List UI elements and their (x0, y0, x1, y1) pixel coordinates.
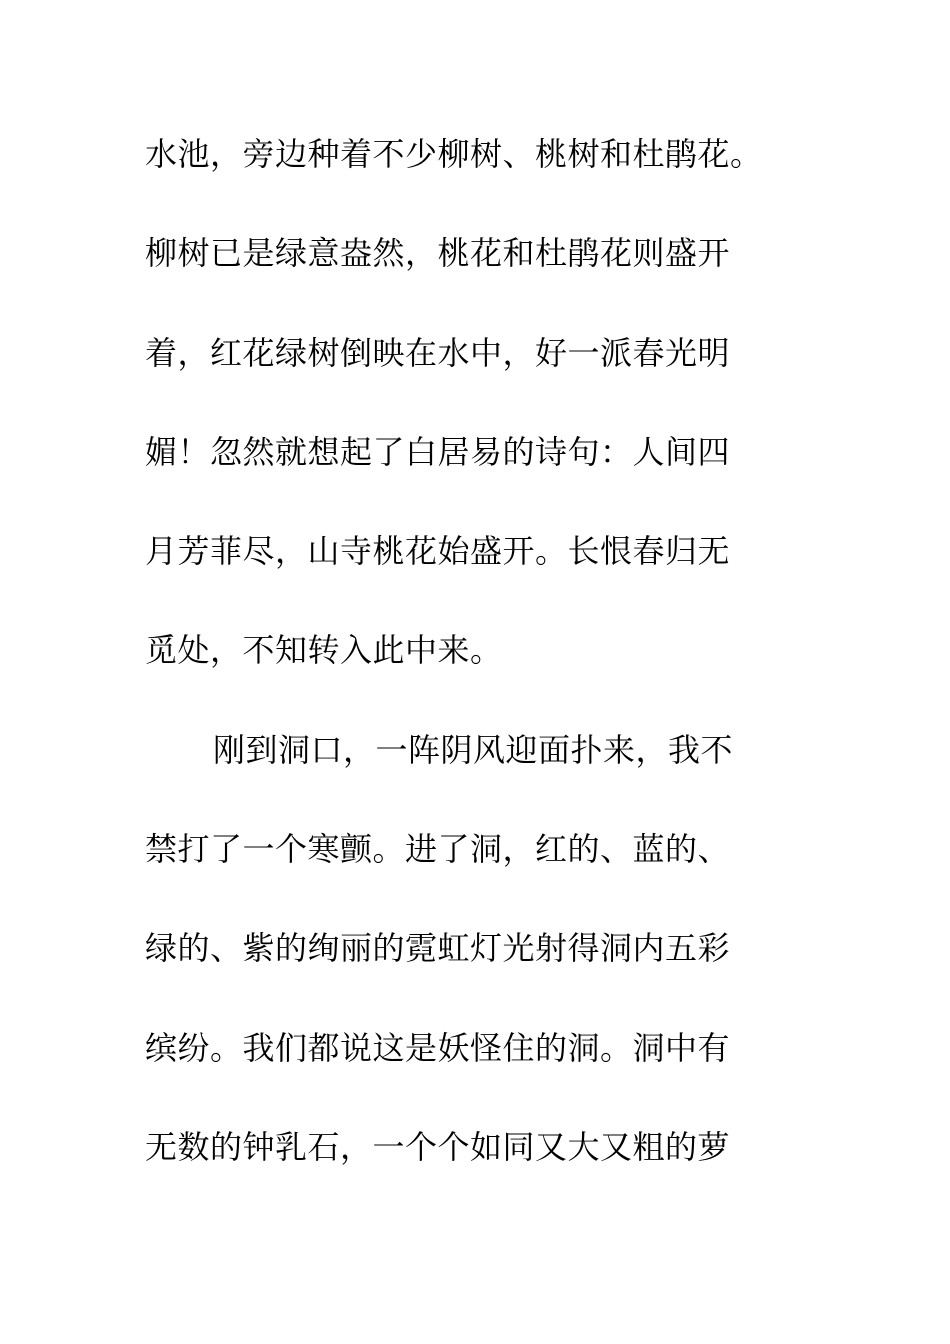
text-line: 禁打了一个寒颤。进了洞，红的、蓝的、 (145, 830, 731, 869)
text-line: 柳树已是绿意盎然，桃花和杜鹃花则盛开 (145, 234, 731, 273)
text-line: 缤纷。我们都说这是妖怪住的洞。洞中有 (145, 1028, 731, 1067)
text-line: 水池，旁边种着不少柳树、桃树和杜鹃花。 (145, 135, 763, 173)
text-line: 无数的钟乳石，一个个如同又大又粗的萝 (145, 1127, 731, 1166)
paragraph-start-line: 刚到洞口，一阵阴风迎面扑来，我不 (213, 730, 734, 769)
text-line: 媚！忽然就想起了白居易的诗句：人间四 (145, 432, 731, 471)
text-line: 绿的、紫的绚丽的霓虹灯光射得洞内五彩 (145, 929, 731, 968)
text-line: 觅处，不知转入此中来。 (145, 631, 503, 670)
body-text (145, 128, 805, 1220)
text-line: 着，红花绿树倒映在水中，好一派春光明 (145, 333, 731, 372)
text-line: 月芳菲尽，山寺桃花始盛开。长恨春归无 (145, 532, 731, 571)
